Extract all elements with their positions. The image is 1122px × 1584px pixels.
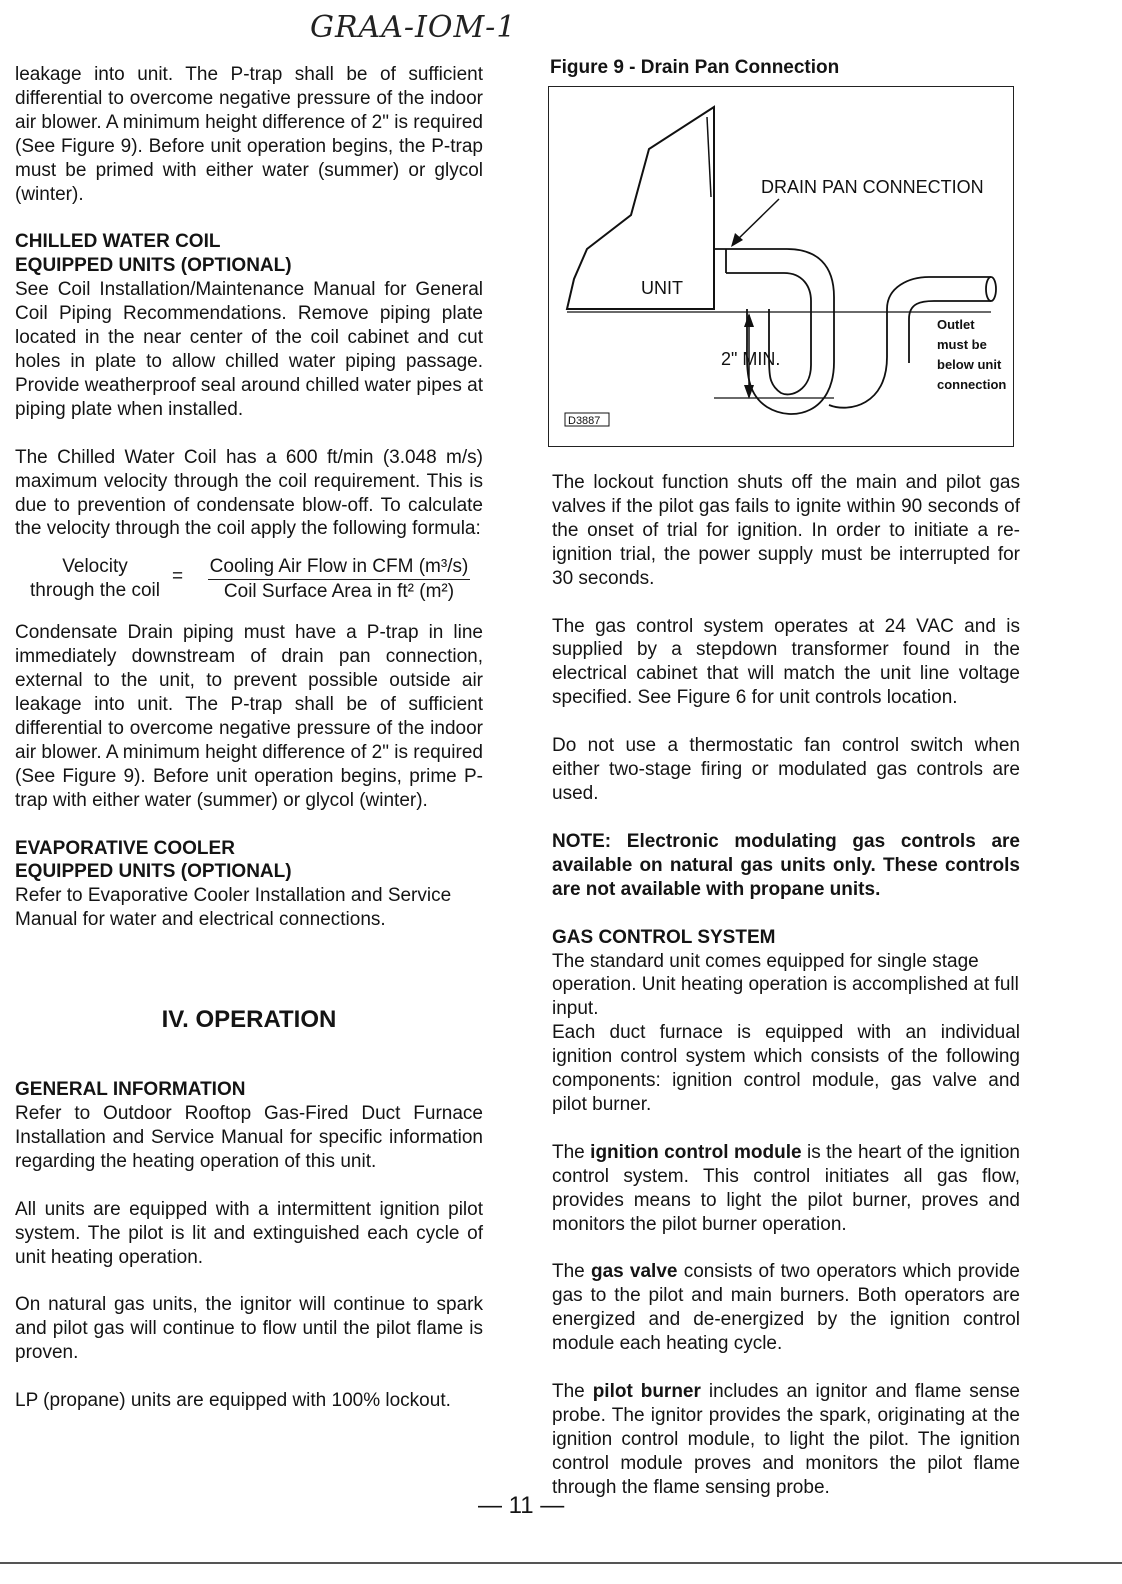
outlet-note-line1: Outlet [937,317,975,332]
drawing-code: D3887 [568,415,601,427]
page-number: — 11 — [478,1492,565,1519]
right-column [552,471,1020,1500]
outlet-riser [887,277,991,309]
pilot-burner-paragraph: The pilot burner includes an ignitor and flame sense probe. The ignitor provides the spark, originating at the ignition control module, to light the pilot. The ignition control module proves and monitors the pilot flame through the flame sensing probe. [552,1381,1020,1498]
drain-pipe [714,253,822,393]
drain-callout-leader [734,199,779,243]
evap-heading-line2: EQUIPPED UNITS (OPTIONAL) [15,861,292,883]
formula-rhs [200,555,478,604]
ignition-module-term: ignition control module [590,1141,802,1163]
evap-heading-line1: EVAPORATIVE COOLER [15,837,235,859]
drain-pan-diagram [549,87,1015,448]
handwritten-doc-id: GRAA-IOM-1 [310,10,517,45]
formula-lhs-line1: Velocity [62,556,128,578]
unit-hatch [707,117,711,197]
formula-lhs-line2: through the coil [30,580,160,602]
outlet-note-line4: connection [937,377,1007,392]
gas-valve-paragraph: The gas valve consists of two operators which provide gas to the pilot and main burners. Both operators are energized and de-energized by the ignition control module each heating cycle. [552,1261,1020,1355]
gas-control-paragraph: The gas control system operates at 24 VAC and is supplied by a stepdown transformer found in the electrical cabinet that will match the unit line voltage specified. See Figure 6 for unit controls location. [552,615,1020,709]
outlet-note-line2: must be [937,337,987,352]
unit-label: UNIT [641,278,683,298]
velocity-paragraph: The Chilled Water Coil has a 600 ft/min (3.048 m/s) maximum velocity through the coil requirement. This is due to prevention of condensate blow-off. To calculate the velocity through the coil apply the following formula: [15,446,483,540]
ignition-module-paragraph: The ignition control module is the heart of the ignition control system. This control initiates all gas flow, provides means to light the pilot burner, proves and monitors the pilot burner operation. [552,1141,1020,1235]
natural-gas-paragraph: On natural gas units, the ignitor will continue to spark and pilot gas will continue to flow until the pilot flame is proven. [15,1294,483,1364]
gas-control-system-body: The standard unit comes equipped for single stage operation. Unit heating operation is accomplished at full input. [552,950,1019,1020]
chilled-heading-line2: EQUIPPED UNITS (OPTIONAL) [15,255,292,277]
velocity-formula [15,555,483,605]
formula-equals: = [172,566,184,588]
pilot-burner-term: pilot burner [592,1381,701,1403]
condensate-paragraph: Condensate Drain piping must have a P-trap in line immediately downstream of drain pan connection, external to the unit, to prevent possible outside air leakage into unit. The P-trap shall be of sufficient differential to overcome negative pressure of the indoor air blower. A minimum height difference of 2" is required (See Figure 9). Before unit operation begins, prime P-trap with either water (summer) or glycol (winter). [15,622,483,811]
drain-connection-label: DRAIN PAN CONNECTION [761,177,984,197]
formula-denominator: Coil Surface Area in ft² (m²) [223,581,455,603]
drain-pan-figure [548,86,1014,447]
pipe-wall-inner [726,273,811,394]
lockout-paragraph: The lockout function shuts off the main and pilot gas valves if the pilot gas fails to ignite within 90 seconds of the onset of trial for ignition. In order to initiate a re-ignition trial, the power supply must be interrupted for 30 seconds. [552,472,1020,589]
thermostat-paragraph: Do not use a thermostatic fan control switch when either two-stage firing or modulated gas controls are used. [552,735,1020,804]
trap-right-arm [829,309,887,408]
chilled-heading-line1: CHILLED WATER COIL [15,231,221,253]
intro-paragraph: leakage into unit. The P-trap shall be of sufficient differential to overcome negative pressure of the indoor air blower. A minimum height difference of 2" is required (See Figure 9). Before unit operation begins, the P-trap must be primed with either water (summer) or glycol (winter). [15,64,483,205]
gas-control-system-body2: Each duct furnace is equipped with an individual ignition control system which consists of the following components: ignition control module, gas valve and pilot burner. [552,1022,1020,1115]
pilot-system-paragraph: All units are equipped with a intermittent ignition pilot system. The pilot is lit and extinguished each cycle of unit heating operation. [15,1198,483,1268]
gas-valve-term: gas valve [590,1261,678,1283]
general-info-heading: GENERAL INFORMATION [15,1079,246,1101]
outlet-end [986,277,996,301]
general-info-body: Refer to Outdoor Rooftop Gas-Fired Duct Furnace Installation and Service Manual for specific information regarding the heating operation of this unit. [15,1103,483,1172]
left-column [15,63,483,1413]
gas-control-system-heading: GAS CONTROL SYSTEM [552,926,776,948]
lp-lockout-paragraph: LP (propane) units are equipped with 100% lockout. [15,1390,451,1412]
formula-numerator: Cooling Air Flow in CFM (m³/s) [208,555,471,580]
note-paragraph: NOTE: Electronic modulating gas controls are available on natural gas units only. These controls are not available with propane units. [552,830,1020,900]
min-arrow-up [744,313,754,327]
outlet-note-line3: below unit [937,357,1002,372]
figure-title: Figure 9 - Drain Pan Connection [550,57,840,78]
bottom-rule [0,1562,1122,1564]
min-label: 2" MIN. [721,349,781,369]
evap-body: Refer to Evaporative Cooler Installation and Service Manual for water and electrical connections. [15,885,452,931]
chilled-body: See Coil Installation/Maintenance Manual for General Coil Piping Recommendations. Remove piping plate located in the near center of the coil cabinet and cut holes in plate to allow chilled water piping passage. Provide weatherproof seal around chilled water pipes at piping plate when installed. [15,279,483,420]
formula-lhs [15,555,175,603]
operation-section-title: IV. OPERATION [161,1006,337,1034]
